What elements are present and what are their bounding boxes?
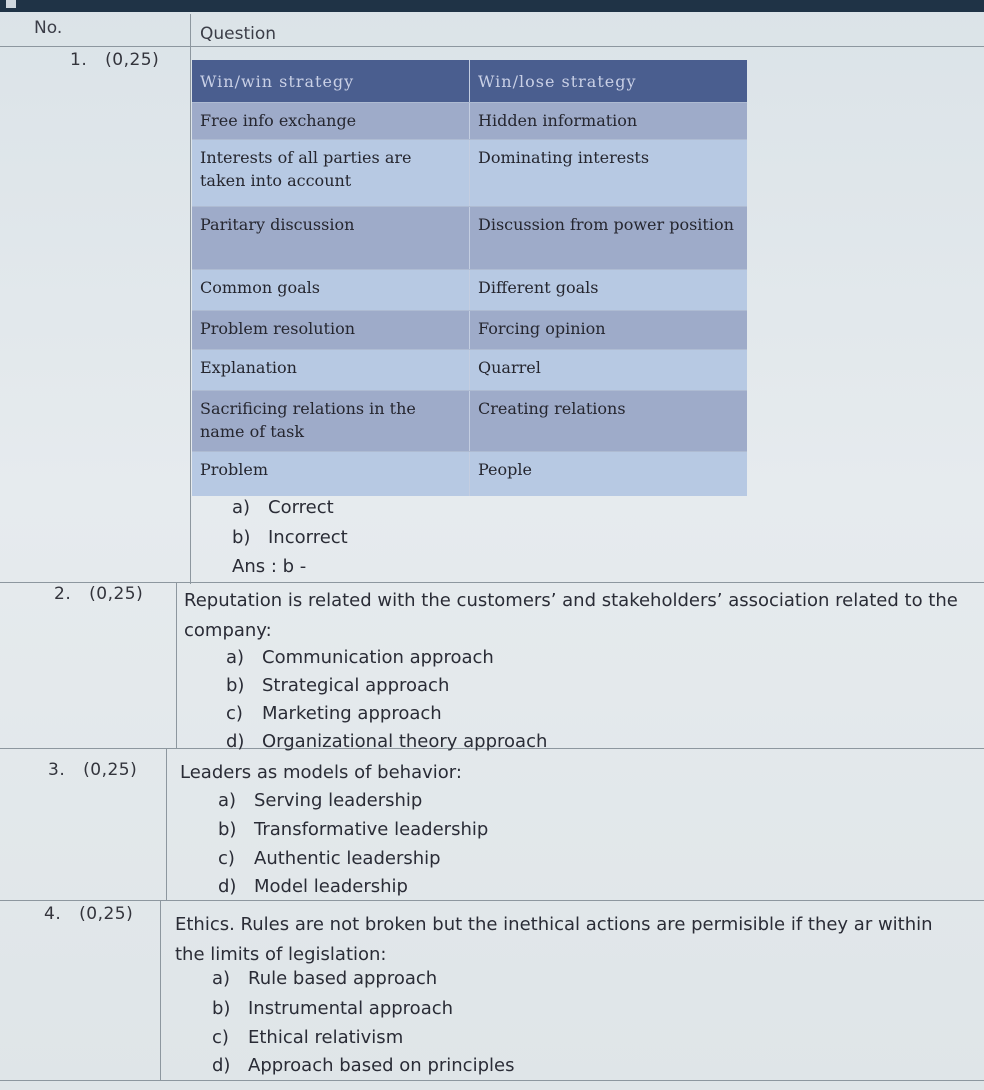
cell-win-lose: Hidden information	[478, 111, 638, 130]
cell-win-win: Interests of all parties are taken into account	[192, 140, 470, 206]
cell-win-win: Free info exchange	[192, 103, 470, 139]
answer-text: Ans : b -	[232, 556, 307, 577]
option-text: Correct	[268, 497, 334, 518]
option-a	[226, 647, 494, 668]
cell-win-lose: Dominating interests	[478, 148, 650, 167]
row-divider-3	[0, 900, 984, 901]
option-text: Transformative leadership	[254, 819, 489, 840]
column-header-no: No.	[34, 18, 63, 38]
option-text: Communication approach	[262, 647, 494, 668]
option-c	[218, 848, 441, 869]
table-row	[192, 207, 747, 270]
option-d	[218, 876, 408, 897]
option-text: Ethical relativism	[248, 1027, 404, 1048]
column-header-question: Question	[200, 24, 277, 44]
option-letter: c)	[226, 703, 243, 724]
cell-win-lose: Forcing opinion	[478, 319, 606, 338]
option-letter: b)	[226, 675, 245, 696]
table-row	[192, 103, 747, 140]
option-b	[212, 998, 453, 1019]
question-points: (0,25)	[83, 760, 138, 780]
option-letter: d)	[212, 1055, 231, 1076]
option-d	[212, 1055, 514, 1076]
cell-win-win: Problem	[192, 452, 470, 496]
row-divider-1	[0, 582, 984, 583]
cell-win-win: Explanation	[192, 350, 470, 390]
column-divider-q3	[166, 748, 167, 900]
table-row	[192, 311, 747, 350]
cell-win-lose: Creating relations	[478, 399, 626, 418]
question-3-number	[48, 760, 137, 780]
option-text: Organizational theory approach	[262, 731, 548, 752]
column-divider-q2	[176, 582, 177, 748]
column-divider-upper	[190, 14, 191, 584]
question-points: (0,25)	[89, 584, 144, 604]
option-text: Strategical approach	[262, 675, 450, 696]
option-text: Approach based on principles	[248, 1055, 515, 1076]
table-row	[192, 452, 747, 496]
question-points: (0,25)	[79, 904, 134, 924]
cell-win-lose: People	[478, 460, 532, 479]
option-letter: b)	[218, 819, 237, 840]
question-3-text: Leaders as models of behavior:	[180, 762, 462, 783]
option-letter: a)	[232, 497, 251, 518]
option-letter: a)	[226, 647, 245, 668]
cell-win-lose: Discussion from power position	[478, 215, 734, 234]
header-win-win: Win/win strategy	[192, 60, 470, 102]
question-4-text: Ethics. Rules are not broken but the inethical actions are permisible if they ar within the limits of legislation:	[175, 914, 933, 965]
option-d	[226, 731, 547, 752]
table-row	[192, 350, 747, 391]
header-win-lose: Win/lose strategy	[478, 72, 637, 91]
question-2-number	[54, 584, 143, 604]
option-a	[232, 497, 334, 518]
table-row	[192, 391, 747, 452]
question-2-text: Reputation is related with the customers’ and stakeholders’ association related to the company:	[184, 590, 958, 641]
window-top-bar	[0, 0, 984, 12]
question-4-number	[44, 904, 133, 924]
option-letter: b)	[212, 998, 231, 1019]
corner-mark	[6, 0, 16, 8]
option-c	[212, 1027, 403, 1048]
strategy-table	[192, 60, 747, 496]
cell-win-win: Paritary discussion	[192, 207, 470, 269]
option-text: Authentic leadership	[254, 848, 441, 869]
option-b	[218, 819, 488, 840]
table-row	[192, 140, 747, 207]
option-letter: a)	[212, 968, 231, 989]
option-text: Rule based approach	[248, 968, 438, 989]
option-letter: c)	[218, 848, 235, 869]
row-divider-4	[0, 1080, 984, 1081]
option-letter: b)	[232, 527, 251, 548]
option-b	[226, 675, 449, 696]
option-a	[212, 968, 437, 989]
question-1-number	[70, 50, 159, 70]
option-text: Model leadership	[254, 876, 408, 897]
option-text: Incorrect	[268, 527, 348, 548]
option-text: Marketing approach	[262, 703, 442, 724]
cell-win-win: Problem resolution	[192, 311, 470, 349]
cell-win-lose: Quarrel	[478, 358, 541, 377]
option-c	[226, 703, 442, 724]
cell-win-win: Common goals	[192, 270, 470, 310]
option-letter: d)	[218, 876, 237, 897]
option-letter: a)	[218, 790, 237, 811]
option-letter: c)	[212, 1027, 229, 1048]
cell-win-lose: Different goals	[478, 278, 599, 297]
option-text: Serving leadership	[254, 790, 423, 811]
option-b	[232, 527, 348, 548]
question-number: 2.	[54, 584, 72, 604]
question-number: 1.	[70, 50, 88, 70]
strategy-table-header	[192, 60, 747, 103]
cell-win-win: Sacrificing relations in the name of task	[192, 391, 470, 451]
option-a	[218, 790, 422, 811]
header-divider	[0, 46, 984, 47]
question-number: 3.	[48, 760, 66, 780]
option-text: Instrumental approach	[248, 998, 454, 1019]
question-number: 4.	[44, 904, 62, 924]
option-letter: d)	[226, 731, 245, 752]
column-divider-q4	[160, 900, 161, 1080]
question-points: (0,25)	[105, 50, 160, 70]
table-row	[192, 270, 747, 311]
